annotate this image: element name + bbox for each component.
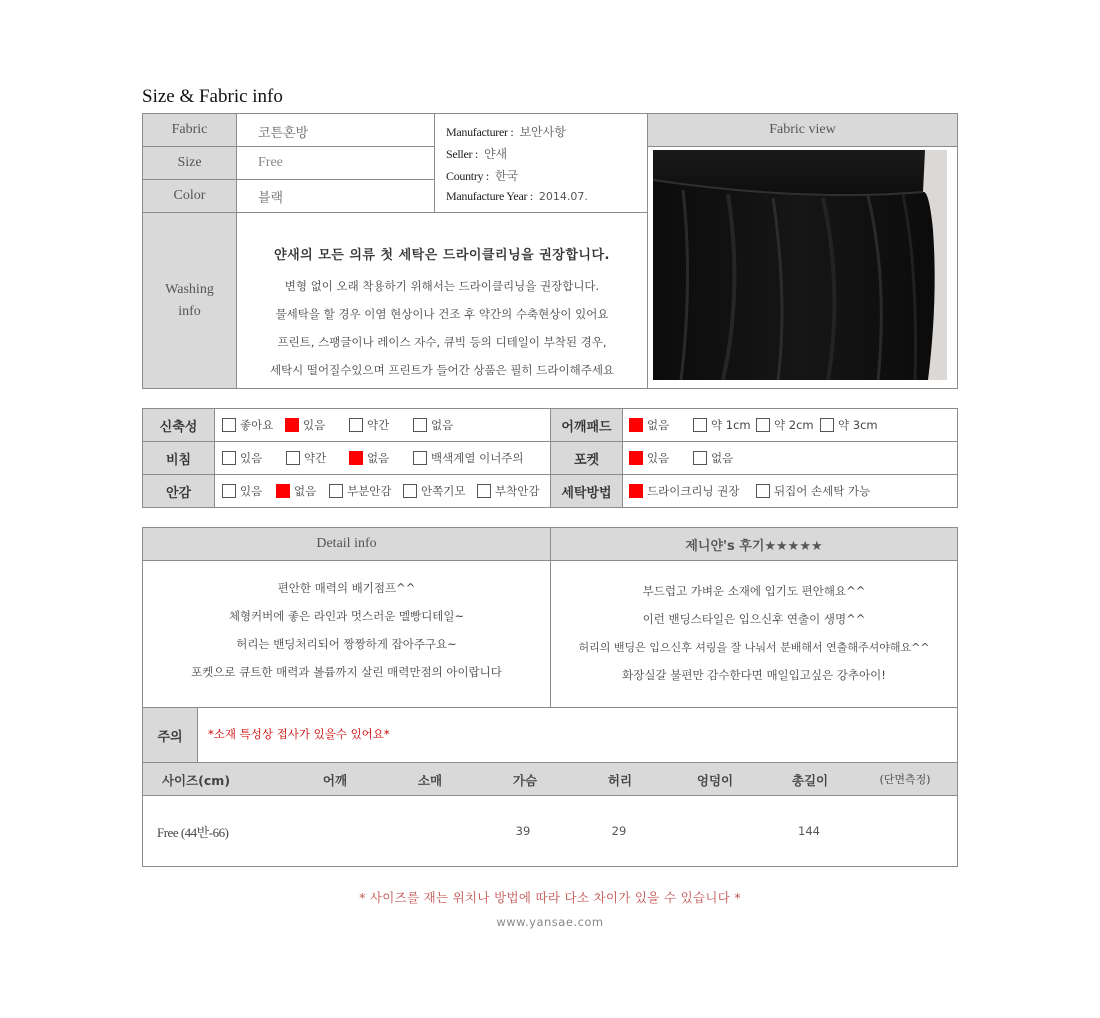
size-header-hip: 엉덩이: [696, 773, 734, 788]
lining-option-partial[interactable]: [329, 483, 391, 499]
option-text: 안쪽기모: [421, 484, 466, 498]
option-text: 좋아요: [240, 418, 274, 432]
size-row-waist: 29: [611, 824, 627, 838]
size-header-length: 총길이: [791, 773, 829, 788]
seller-label: Seller :: [446, 147, 478, 161]
divider: [143, 707, 957, 708]
option-text: 백색계열 이너주의: [431, 451, 524, 465]
option-text: 약 3cm: [838, 418, 878, 432]
checkbox[interactable]: [756, 484, 770, 498]
review-line: 화장실갈 불편만 감수한다면 매일입고싶은 강추아이!: [622, 668, 886, 682]
pocket-option-yes[interactable]: [629, 450, 669, 466]
detail-line: 체형커버에 좋은 라인과 멋스러운 멜빵디테일~: [228, 609, 465, 623]
washing-label: Washing info: [165, 281, 214, 319]
color-value: 블랙: [258, 191, 284, 206]
fabric-photo: [653, 150, 947, 380]
shoulder-pad-option-none[interactable]: [629, 417, 669, 433]
see-through-option-none[interactable]: [349, 450, 389, 466]
shoulder-pad-option-3cm[interactable]: [820, 417, 878, 433]
divider: [143, 795, 957, 796]
size-header-note: (단면측정): [879, 773, 931, 786]
review-line: 부드럽고 가벼운 소재에 입기도 편안해요^^: [642, 584, 866, 598]
size-header-size: 사이즈(cm): [161, 773, 231, 788]
washing-line: 물세탁을 할 경우 이염 현상이나 건조 후 약간의 수축현상이 있어요: [275, 307, 609, 321]
checkbox[interactable]: [413, 451, 427, 465]
divider: [214, 409, 215, 507]
manufacturer-row: [446, 123, 566, 140]
lining-label: 안감: [143, 475, 214, 507]
pocket-label: 포켓: [551, 442, 622, 474]
option-text: 있음: [647, 451, 670, 465]
size-header-sleeve: 소매: [417, 773, 443, 788]
color-label: Color: [173, 188, 206, 203]
checkbox[interactable]: [222, 451, 236, 465]
checkbox-checked[interactable]: [629, 418, 643, 432]
country-row: [446, 167, 518, 184]
country-value: 한국: [494, 169, 519, 183]
manufacturer-value: 보안사항: [519, 125, 566, 139]
option-text: 있음: [240, 451, 263, 465]
option-text: 드라이크리닝 권장: [647, 484, 740, 498]
option-text: 약 1cm: [711, 418, 751, 432]
lining-option-yes[interactable]: [222, 483, 262, 499]
wash-method-label: 세탁방법: [551, 475, 622, 507]
option-text: 약 2cm: [774, 418, 814, 432]
divider: [622, 409, 623, 507]
seller-value: 얀새: [483, 147, 508, 161]
see-through-option-white-inner[interactable]: [413, 450, 524, 466]
option-text: 약간: [367, 418, 390, 432]
detail-line: 허리는 밴딩처리되어 짱짱하게 잡아주구요~: [236, 637, 457, 651]
wash-method-option-hand-wash[interactable]: [756, 483, 870, 499]
fabric-image: [653, 150, 947, 380]
size-value: Free: [258, 155, 283, 170]
option-text: 없음: [431, 418, 454, 432]
option-text: 있음: [240, 484, 263, 498]
size-row-length: 144: [798, 824, 820, 838]
year-label: Manufacture Year :: [446, 189, 533, 203]
washing-line: 변형 없이 오래 착용하기 위해서는 드라이클리닝을 권장합니다.: [284, 279, 600, 293]
review-label: 제니얀's 후기★★★★★: [685, 538, 823, 554]
seller-row: [446, 145, 507, 162]
stretch-option-slight[interactable]: [349, 417, 389, 433]
see-through-label: 비침: [143, 442, 214, 474]
checkbox-checked[interactable]: [276, 484, 290, 498]
option-text: 없음: [294, 484, 317, 498]
manufacturer-label: Manufacturer :: [446, 125, 514, 139]
checkbox[interactable]: [693, 451, 707, 465]
checkbox[interactable]: [286, 451, 300, 465]
checkbox[interactable]: [349, 418, 363, 432]
pocket-option-none[interactable]: [693, 450, 733, 466]
checkbox[interactable]: [329, 484, 343, 498]
shoulder-pad-option-1cm[interactable]: [693, 417, 751, 433]
option-text: 약간: [304, 451, 327, 465]
lining-option-fleece[interactable]: [403, 483, 465, 499]
size-label: Size: [177, 155, 202, 170]
checkbox-checked[interactable]: [285, 418, 299, 432]
fabric-value: 코튼혼방: [258, 126, 309, 141]
review-line: 허리의 밴딩은 입으신후 셔링을 잘 나눠서 분배해서 연출해주셔야해요^^: [578, 641, 930, 654]
shoulder-pad-label: 어깨패드: [551, 409, 622, 441]
shoulder-pad-option-2cm[interactable]: [756, 417, 814, 433]
website-link[interactable]: www.yansae.com: [496, 915, 604, 929]
divider: [648, 146, 957, 147]
checkbox[interactable]: [756, 418, 770, 432]
size-header-shoulder: 어깨: [322, 773, 348, 788]
see-through-option-slight[interactable]: [286, 450, 326, 466]
checkbox-checked[interactable]: [349, 451, 363, 465]
divider: [197, 708, 198, 762]
country-label: Country :: [446, 169, 489, 183]
fabric-view-label: Fabric view: [769, 122, 836, 137]
see-through-option-yes[interactable]: [222, 450, 262, 466]
washing-headline: 얀새의 모든 의류 첫 세탁은 드라이클리닝을 권장합니다.: [274, 248, 610, 263]
option-text: 없음: [367, 451, 390, 465]
detail-line: 편안한 매력의 배기점프^^: [277, 581, 416, 595]
caution-label: 주의: [157, 729, 183, 745]
caution-text: *소재 특성상 접사가 있을수 있어요*: [208, 727, 390, 741]
size-row-chest: 39: [515, 824, 531, 838]
size-header-waist: 허리: [607, 773, 633, 788]
checkbox-checked[interactable]: [629, 451, 643, 465]
size-notice: * 사이즈를 재는 위치나 방법에 따라 다소 차이가 있을 수 있습니다 *: [359, 890, 741, 905]
option-text: 있음: [303, 418, 326, 432]
checkbox[interactable]: [820, 418, 834, 432]
option-text: 없음: [647, 418, 670, 432]
lining-option-attached[interactable]: [477, 483, 539, 499]
detail-info-label: Detail info: [316, 536, 377, 551]
stretch-option-yes[interactable]: [285, 417, 325, 433]
size-header-chest: 가슴: [512, 773, 538, 788]
wash-method-option-dry-clean[interactable]: [629, 483, 740, 499]
lining-option-none[interactable]: [276, 483, 316, 499]
checkbox[interactable]: [693, 418, 707, 432]
checkbox[interactable]: [413, 418, 427, 432]
washing-line: 프린트, 스팽글이나 레이스 자수, 큐빅 등의 디테일이 부착된 경우,: [277, 335, 607, 349]
detail-line: 포켓으로 큐트한 매력과 볼륨까지 살린 매력만점의 아이랍니다: [191, 665, 502, 679]
stretch-option-good[interactable]: [222, 417, 273, 433]
checkbox[interactable]: [222, 418, 236, 432]
option-text: 없음: [711, 451, 734, 465]
checkbox[interactable]: [403, 484, 417, 498]
checkbox-checked[interactable]: [629, 484, 643, 498]
checkbox[interactable]: [477, 484, 491, 498]
year-row: [446, 189, 588, 204]
divider: [434, 114, 435, 212]
checkbox[interactable]: [222, 484, 236, 498]
review-line: 이런 밴딩스타일은 입으신후 연출이 생명^^: [642, 612, 866, 626]
divider: [647, 114, 648, 388]
option-text: 부착안감: [495, 484, 540, 498]
stretch-label: 신축성: [143, 409, 214, 441]
year-value: 2014.07.: [538, 190, 588, 203]
page-title: Size & Fabric info: [142, 86, 283, 107]
washing-line: 세탁시 떨어질수있으며 프린트가 들어간 상품은 필히 드라이해주세요: [269, 363, 615, 377]
stretch-option-none[interactable]: [413, 417, 453, 433]
option-text: 뒤집어 손세탁 가능: [774, 484, 871, 498]
option-text: 부분안감: [347, 484, 392, 498]
fabric-label: Fabric: [171, 122, 208, 137]
size-row-size: Free (44반-66): [157, 825, 229, 840]
